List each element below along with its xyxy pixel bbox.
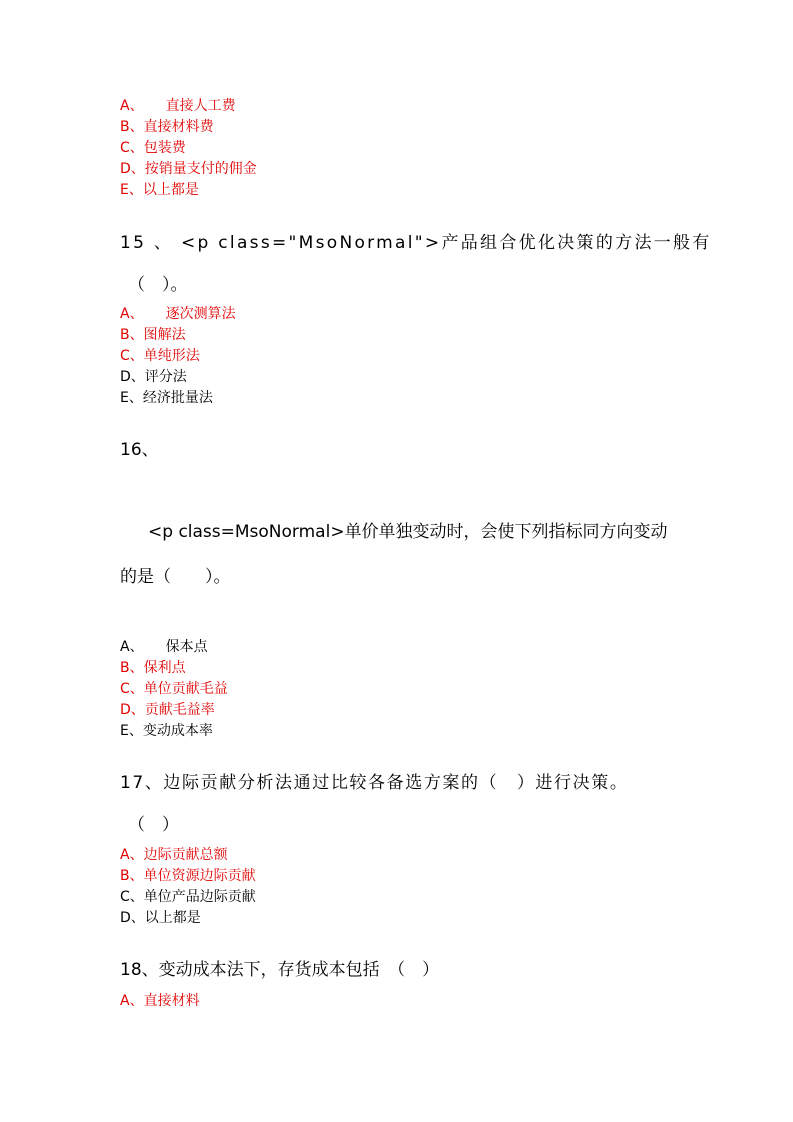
option-label: A、 <box>120 993 144 1009</box>
option-label: C、 <box>120 140 144 156</box>
q14-option-d <box>120 159 257 179</box>
q16-stem-cont: 的是（ ）。 <box>120 567 231 587</box>
option-label: D、 <box>120 702 145 718</box>
q16-option-b <box>120 658 186 678</box>
q15-option-a <box>120 304 236 324</box>
q16-number: 16、 <box>120 440 159 460</box>
option-text: 以上都是 <box>142 182 199 198</box>
q14-option-a <box>120 96 236 116</box>
option-text: 边际贡献总额 <box>143 847 228 863</box>
option-label: C、 <box>120 681 144 697</box>
q15-option-e <box>120 388 213 408</box>
q15-option-c <box>120 346 200 366</box>
option-label: B、 <box>120 327 144 343</box>
option-label: C、 <box>120 348 144 364</box>
option-text: 单位产品边际贡献 <box>143 889 256 905</box>
option-text: 贡献毛益率 <box>144 702 215 718</box>
option-text: 单位贡献毛益 <box>143 681 228 697</box>
option-text: 保本点 <box>165 639 208 655</box>
option-label: B、 <box>120 119 144 135</box>
q17-option-c <box>120 887 256 907</box>
option-label: E、 <box>120 723 143 739</box>
q17-option-d <box>120 908 201 928</box>
option-label: E、 <box>120 390 143 406</box>
q17-stem-cont: （ ） <box>128 815 179 835</box>
option-label: D、 <box>120 910 145 926</box>
option-text: 以上都是 <box>144 910 201 926</box>
q14-option-c <box>120 138 186 158</box>
option-label: A、 <box>120 98 144 114</box>
option-label: A、 <box>120 847 144 863</box>
option-label: D、 <box>120 369 145 385</box>
option-text: 直接材料费 <box>143 119 214 135</box>
option-label: B、 <box>120 660 144 676</box>
option-text: 经济批量法 <box>142 390 213 406</box>
q16-option-c <box>120 679 228 699</box>
option-label: E、 <box>120 182 143 198</box>
option-text: 图解法 <box>143 327 186 343</box>
option-label: B、 <box>120 868 144 884</box>
q14-option-e <box>120 180 199 200</box>
q16-option-a <box>120 637 208 657</box>
q17-option-b <box>120 866 256 886</box>
q15-stem: 15 、 <p class="MsoNormal">产品组合优化决策的方法一般有 <box>120 233 712 253</box>
q18-option-a <box>120 991 200 1011</box>
option-text: 评分法 <box>144 369 187 385</box>
option-label: C、 <box>120 889 144 905</box>
option-text: 直接材料 <box>143 993 200 1009</box>
q18-stem: 18、变动成本法下，存货成本包括 （ ） <box>120 960 440 980</box>
q14-option-b <box>120 117 214 137</box>
option-text: 按销量支付的佣金 <box>144 161 257 177</box>
option-label: A、 <box>120 639 144 655</box>
option-text: 变动成本率 <box>142 723 213 739</box>
q16-stem: <p class=MsoNormal>单价单独变动时，会使下列指标同方向变动 <box>148 522 668 542</box>
q16-option-e <box>120 721 213 741</box>
option-text: 单位资源边际贡献 <box>143 868 256 884</box>
q17-stem: 17、边际贡献分析法通过比较各备选方案的（ ）进行决策。 <box>120 773 629 793</box>
option-text: 直接人工费 <box>165 98 236 114</box>
q15-option-b <box>120 325 186 345</box>
option-text: 逐次测算法 <box>165 306 236 322</box>
q17-option-a <box>120 845 228 865</box>
q15-option-d <box>120 367 187 387</box>
option-text: 单纯形法 <box>143 348 200 364</box>
option-text: 包装费 <box>143 140 186 156</box>
option-text: 保利点 <box>143 660 186 676</box>
q16-option-d <box>120 700 215 720</box>
option-label: A、 <box>120 306 144 322</box>
q15-stem-cont: （ ）。 <box>128 275 188 295</box>
option-label: D、 <box>120 161 145 177</box>
